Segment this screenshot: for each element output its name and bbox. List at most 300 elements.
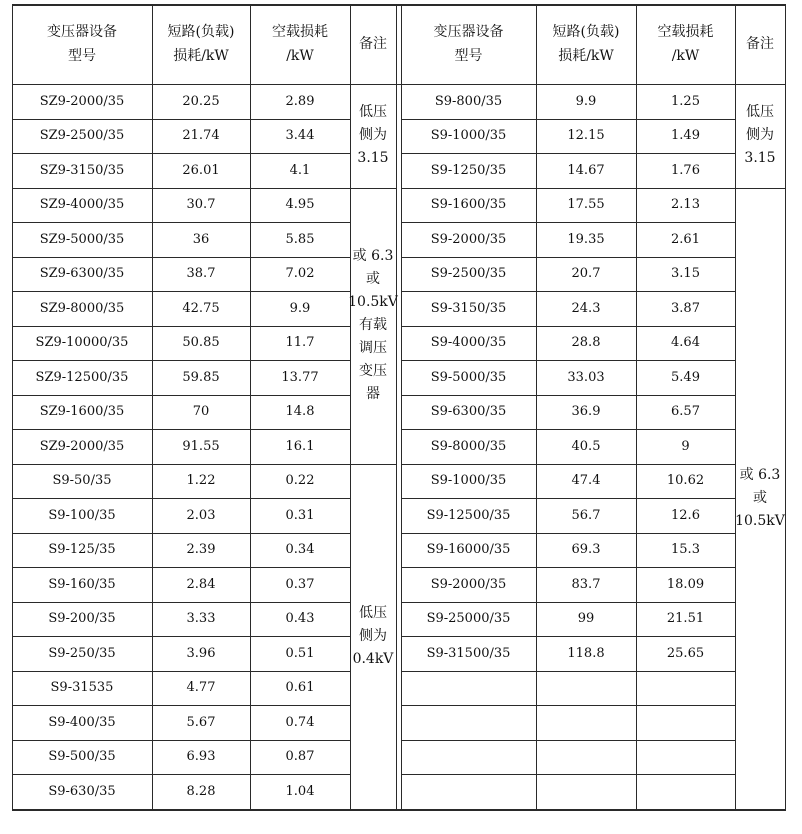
no-load-loss-cell (250, 774, 350, 809)
short-circuit-loss-value: 3.96 (186, 645, 216, 661)
short-circuit-loss-cell (152, 188, 250, 223)
model-cell (12, 222, 152, 257)
remark-line: 有载 (359, 317, 387, 333)
model-value: S9-25000/35 (426, 611, 511, 627)
model-cell (12, 360, 152, 395)
short-circuit-loss-value: 4.77 (186, 680, 216, 696)
model-cell (12, 498, 152, 533)
no-load-loss-cell (636, 774, 735, 809)
short-circuit-loss-value: 20.7 (571, 266, 601, 282)
header-line: 备注 (359, 36, 387, 52)
no-load-loss-value: 1.76 (671, 162, 700, 178)
no-load-loss-cell (250, 326, 350, 361)
short-circuit-loss-cell (536, 774, 636, 809)
model-value: SZ9-1600/35 (39, 404, 125, 420)
remark-line: 或 6.3 (352, 248, 394, 264)
header-line: 空载损耗 (272, 24, 328, 40)
no-load-loss-value: 0.31 (285, 507, 315, 523)
short-circuit-loss-value: 14.67 (567, 162, 605, 178)
short-circuit-loss-cell (536, 429, 636, 464)
model-value: S9-250/35 (48, 645, 116, 661)
no-load-loss-value: 4.95 (285, 197, 315, 213)
short-circuit-loss-value: 2.84 (186, 576, 216, 592)
header-line: /kW (286, 48, 314, 64)
no-load-loss-value: 7.02 (285, 266, 315, 282)
left-header-model (12, 4, 152, 84)
model-cell (401, 705, 536, 740)
short-circuit-loss-value: 30.7 (186, 197, 216, 213)
no-load-loss-value: 0.74 (285, 714, 315, 730)
short-circuit-loss-value: 24.3 (571, 300, 601, 316)
no-load-loss-cell (250, 602, 350, 637)
short-circuit-loss-cell (152, 740, 250, 775)
no-load-loss-cell (636, 360, 735, 395)
remark-line: 或 6.3 (739, 466, 781, 483)
header-label (553, 20, 620, 68)
short-circuit-loss-value: 70 (192, 404, 210, 420)
model-value: SZ9-2500/35 (39, 128, 125, 144)
short-circuit-loss-cell (152, 395, 250, 430)
short-circuit-loss-value: 56.7 (571, 507, 601, 523)
short-circuit-loss-cell (536, 222, 636, 257)
short-circuit-loss-cell (536, 188, 636, 223)
header-line: 备注 (746, 36, 774, 52)
remark-line: 低压 (745, 104, 774, 121)
model-value: S9-16000/35 (426, 542, 511, 558)
short-circuit-loss-cell (152, 153, 250, 188)
no-load-loss-value: 0.87 (285, 749, 315, 765)
no-load-loss-value: 9 (681, 438, 690, 454)
model-cell (12, 395, 152, 430)
no-load-loss-cell (636, 291, 735, 326)
model-cell (12, 257, 152, 292)
model-value: SZ9-5000/35 (39, 231, 125, 247)
remark-line: 10.5kV (348, 294, 398, 310)
short-circuit-loss-value: 47.4 (571, 473, 601, 489)
no-load-loss-value: 0.34 (285, 542, 315, 558)
short-circuit-loss-value: 6.93 (186, 749, 216, 765)
short-circuit-loss-value: 5.67 (186, 714, 216, 730)
no-load-loss-cell (250, 153, 350, 188)
model-cell (401, 257, 536, 292)
model-cell (401, 395, 536, 430)
model-cell (401, 360, 536, 395)
short-circuit-loss-cell (152, 84, 250, 119)
remark-cell (350, 84, 396, 188)
no-load-loss-cell (636, 740, 735, 775)
remark-line: 或 (752, 489, 767, 506)
remark-cell (735, 188, 785, 809)
model-cell (12, 705, 152, 740)
model-cell (401, 429, 536, 464)
model-value: S9-31535 (50, 680, 114, 696)
short-circuit-loss-value: 12.15 (567, 128, 605, 144)
no-load-loss-cell (250, 360, 350, 395)
short-circuit-loss-value: 91.55 (182, 438, 220, 454)
header-line: 短路(负载) (552, 24, 620, 40)
short-circuit-loss-cell (152, 533, 250, 568)
model-value: SZ9-6300/35 (39, 266, 125, 282)
no-load-loss-value: 5.49 (671, 369, 700, 385)
model-cell (12, 740, 152, 775)
model-value: SZ9-8000/35 (39, 300, 125, 316)
model-value: SZ9-2000/35 (39, 438, 125, 454)
short-circuit-loss-value: 38.7 (186, 266, 216, 282)
remark-line: 或 (366, 271, 380, 287)
short-circuit-loss-value: 69.3 (571, 542, 601, 558)
remark-text (348, 245, 398, 406)
no-load-loss-cell (250, 671, 350, 706)
model-cell (401, 636, 536, 671)
model-cell (12, 774, 152, 809)
no-load-loss-cell (636, 671, 735, 706)
model-cell (12, 84, 152, 119)
no-load-loss-value: 25.65 (666, 645, 705, 661)
no-load-loss-cell (636, 395, 735, 430)
header-line: 短路(负载) (167, 24, 235, 40)
model-cell (401, 774, 536, 809)
short-circuit-loss-value: 36.9 (571, 404, 601, 420)
model-cell (12, 567, 152, 602)
model-cell (12, 188, 152, 223)
model-value: S9-160/35 (48, 576, 116, 592)
short-circuit-loss-cell (536, 636, 636, 671)
no-load-loss-cell (636, 567, 735, 602)
right-header-no-load-loss (636, 4, 735, 84)
short-circuit-loss-value: 26.01 (182, 162, 220, 178)
header-line: 空载损耗 (657, 24, 714, 40)
model-cell (401, 533, 536, 568)
no-load-loss-cell (250, 567, 350, 602)
model-value: S9-31500/35 (426, 645, 511, 661)
short-circuit-loss-value: 20.25 (182, 93, 220, 109)
no-load-loss-cell (250, 257, 350, 292)
no-load-loss-value: 2.89 (285, 93, 315, 109)
header-line: 型号 (454, 48, 483, 64)
short-circuit-loss-cell (152, 222, 250, 257)
header-label (272, 20, 328, 68)
model-value: S9-6300/35 (430, 404, 507, 420)
model-value: S9-1600/35 (430, 197, 507, 213)
header-line: 变压器设备 (47, 24, 117, 40)
short-circuit-loss-cell (152, 671, 250, 706)
short-circuit-loss-cell (152, 119, 250, 154)
no-load-loss-value: 12.6 (671, 507, 700, 523)
model-cell (12, 119, 152, 154)
short-circuit-loss-value: 17.55 (567, 197, 605, 213)
no-load-loss-cell (636, 464, 735, 499)
model-cell (401, 498, 536, 533)
header-line: /kW (671, 48, 700, 64)
short-circuit-loss-cell (536, 395, 636, 430)
no-load-loss-value: 1.04 (285, 783, 315, 799)
model-cell (401, 291, 536, 326)
no-load-loss-cell (250, 291, 350, 326)
model-value: SZ9-12500/35 (35, 369, 129, 385)
no-load-loss-value: 0.61 (285, 680, 315, 696)
no-load-loss-value: 1.25 (671, 93, 700, 109)
no-load-loss-value: 0.51 (285, 645, 315, 661)
no-load-loss-cell (636, 119, 735, 154)
no-load-loss-value: 14.8 (285, 404, 315, 420)
short-circuit-loss-cell (536, 671, 636, 706)
right-header-remark (735, 4, 785, 84)
no-load-loss-cell (250, 429, 350, 464)
no-load-loss-cell (250, 740, 350, 775)
short-circuit-loss-value: 8.28 (186, 783, 216, 799)
model-cell (401, 188, 536, 223)
remark-line: 低压 (358, 604, 387, 621)
no-load-loss-cell (636, 498, 735, 533)
short-circuit-loss-value: 118.8 (567, 645, 605, 661)
no-load-loss-cell (636, 602, 735, 637)
right-header-model (401, 4, 536, 84)
right-header-short-circuit-loss (536, 4, 636, 84)
model-value: S9-12500/35 (426, 507, 511, 523)
remark-cell (350, 188, 396, 464)
short-circuit-loss-cell (536, 291, 636, 326)
model-value: SZ9-2000/35 (39, 93, 125, 109)
model-value: S9-1000/35 (430, 128, 507, 144)
no-load-loss-value: 6.57 (671, 404, 700, 420)
header-label (47, 20, 117, 68)
no-load-loss-value: 18.09 (666, 576, 705, 592)
no-load-loss-value: 15.3 (671, 542, 700, 558)
no-load-loss-cell (636, 84, 735, 119)
short-circuit-loss-value: 83.7 (571, 576, 601, 592)
short-circuit-loss-cell (152, 429, 250, 464)
no-load-loss-cell (250, 464, 350, 499)
no-load-loss-cell (250, 84, 350, 119)
short-circuit-loss-cell (152, 774, 250, 809)
no-load-loss-value: 10.62 (666, 473, 705, 489)
short-circuit-loss-value: 21.74 (182, 128, 220, 144)
model-cell (401, 153, 536, 188)
no-load-loss-cell (636, 533, 735, 568)
no-load-loss-cell (250, 119, 350, 154)
short-circuit-loss-cell (152, 291, 250, 326)
no-load-loss-cell (250, 395, 350, 430)
center-double-rule (396, 4, 397, 810)
short-circuit-loss-cell (536, 360, 636, 395)
model-value: S9-200/35 (48, 611, 116, 627)
header-label (434, 20, 504, 68)
model-cell (401, 222, 536, 257)
model-cell (12, 602, 152, 637)
model-value: S9-2500/35 (430, 266, 507, 282)
no-load-loss-value: 2.61 (671, 231, 700, 247)
short-circuit-loss-value: 2.03 (186, 507, 216, 523)
model-value: S9-3150/35 (430, 300, 507, 316)
model-value: S9-8000/35 (430, 438, 507, 454)
no-load-loss-cell (636, 257, 735, 292)
no-load-loss-value: 21.51 (666, 611, 705, 627)
remark-line: 3.15 (744, 150, 776, 167)
no-load-loss-cell (250, 533, 350, 568)
short-circuit-loss-cell (152, 257, 250, 292)
no-load-loss-cell (636, 188, 735, 223)
model-value: S9-4000/35 (430, 335, 507, 351)
no-load-loss-cell (636, 705, 735, 740)
header-label (746, 32, 774, 56)
header-line: 变压器设备 (433, 24, 504, 40)
remark-line: 变压 (359, 363, 387, 379)
no-load-loss-cell (250, 498, 350, 533)
model-value: S9-1000/35 (430, 473, 507, 489)
short-circuit-loss-cell (152, 636, 250, 671)
column-divider (785, 4, 786, 810)
header-label (168, 20, 235, 68)
model-cell (401, 326, 536, 361)
model-cell (401, 464, 536, 499)
short-circuit-loss-cell (536, 326, 636, 361)
no-load-loss-value: 9.9 (289, 300, 311, 316)
header-line: 型号 (68, 48, 96, 64)
no-load-loss-cell (636, 429, 735, 464)
no-load-loss-cell (250, 222, 350, 257)
model-value: S9-2000/35 (430, 576, 507, 592)
model-value: S9-125/35 (48, 542, 116, 558)
no-load-loss-value: 11.7 (285, 335, 315, 351)
short-circuit-loss-cell (152, 705, 250, 740)
short-circuit-loss-value: 36 (192, 231, 210, 247)
short-circuit-loss-cell (536, 464, 636, 499)
no-load-loss-value: 3.87 (671, 300, 700, 316)
header-label (658, 20, 714, 68)
no-load-loss-cell (636, 222, 735, 257)
remark-text (744, 101, 775, 170)
short-circuit-loss-cell (536, 567, 636, 602)
remark-line: 侧为 (358, 627, 387, 644)
short-circuit-loss-value: 99 (577, 611, 595, 627)
no-load-loss-cell (250, 705, 350, 740)
short-circuit-loss-cell (536, 257, 636, 292)
short-circuit-loss-value: 40.5 (571, 438, 601, 454)
model-cell (401, 740, 536, 775)
model-cell (12, 291, 152, 326)
model-cell (12, 429, 152, 464)
left-header-no-load-loss (250, 4, 350, 84)
remark-line: 0.4kV (352, 650, 394, 667)
remark-cell (735, 84, 785, 188)
short-circuit-loss-cell (536, 119, 636, 154)
model-value: S9-630/35 (48, 783, 116, 799)
no-load-loss-value: 0.37 (285, 576, 315, 592)
model-value: S9-100/35 (48, 507, 116, 523)
remark-line: 调压 (359, 340, 387, 356)
no-load-loss-value: 5.85 (285, 231, 315, 247)
model-cell (401, 671, 536, 706)
no-load-loss-value: 13.77 (281, 369, 319, 385)
short-circuit-loss-cell (152, 326, 250, 361)
model-value: S9-1250/35 (430, 162, 507, 178)
model-cell (12, 671, 152, 706)
remark-line: 器 (366, 386, 380, 402)
model-value: SZ9-4000/35 (39, 197, 125, 213)
no-load-loss-value: 4.64 (671, 335, 700, 351)
short-circuit-loss-cell (536, 153, 636, 188)
model-cell (401, 602, 536, 637)
model-cell (401, 119, 536, 154)
remark-cell (350, 464, 396, 809)
short-circuit-loss-cell (152, 360, 250, 395)
no-load-loss-cell (636, 153, 735, 188)
table-bottom-border (12, 809, 786, 811)
remark-line: 侧为 (745, 127, 774, 144)
model-cell (401, 567, 536, 602)
short-circuit-loss-cell (536, 533, 636, 568)
short-circuit-loss-value: 33.03 (567, 369, 605, 385)
no-load-loss-cell (636, 636, 735, 671)
header-line: 损耗/kW (558, 48, 614, 64)
remark-line: 3.15 (357, 150, 389, 167)
model-cell (401, 84, 536, 119)
short-circuit-loss-value: 28.8 (571, 335, 601, 351)
model-cell (12, 326, 152, 361)
model-value: SZ9-3150/35 (39, 162, 125, 178)
short-circuit-loss-cell (536, 84, 636, 119)
no-load-loss-value: 3.15 (671, 266, 700, 282)
short-circuit-loss-cell (536, 602, 636, 637)
short-circuit-loss-cell (152, 464, 250, 499)
model-cell (12, 533, 152, 568)
model-cell (12, 464, 152, 499)
model-value: S9-500/35 (48, 749, 116, 765)
no-load-loss-value: 16.1 (285, 438, 315, 454)
model-cell (12, 153, 152, 188)
short-circuit-loss-value: 1.22 (186, 473, 216, 489)
short-circuit-loss-value: 2.39 (186, 542, 216, 558)
no-load-loss-value: 0.22 (285, 473, 315, 489)
left-header-remark (350, 4, 396, 84)
remark-line: 侧为 (358, 127, 387, 144)
header-line: 损耗/kW (173, 48, 229, 64)
short-circuit-loss-cell (536, 740, 636, 775)
no-load-loss-value: 1.49 (671, 128, 700, 144)
short-circuit-loss-cell (536, 705, 636, 740)
model-value: S9-2000/35 (430, 231, 507, 247)
no-load-loss-cell (250, 636, 350, 671)
model-cell (12, 636, 152, 671)
no-load-loss-value: 4.1 (289, 162, 311, 178)
remark-text (735, 464, 785, 533)
model-value: S9-400/35 (48, 714, 116, 730)
short-circuit-loss-value: 50.85 (182, 335, 220, 351)
model-value: S9-800/35 (434, 93, 503, 109)
short-circuit-loss-value: 59.85 (182, 369, 220, 385)
no-load-loss-value: 3.44 (285, 128, 315, 144)
remark-text (357, 101, 388, 170)
model-value: SZ9-10000/35 (35, 335, 129, 351)
remark-line: 10.5kV (735, 512, 785, 529)
model-value: S9-5000/35 (430, 369, 507, 385)
remark-text (353, 602, 394, 671)
short-circuit-loss-cell (152, 602, 250, 637)
short-circuit-loss-cell (536, 498, 636, 533)
short-circuit-loss-value: 9.9 (575, 93, 597, 109)
model-value: S9-50/35 (52, 473, 112, 489)
left-header-short-circuit-loss (152, 4, 250, 84)
no-load-loss-cell (636, 326, 735, 361)
short-circuit-loss-cell (152, 567, 250, 602)
short-circuit-loss-cell (152, 498, 250, 533)
no-load-loss-value: 2.13 (671, 197, 700, 213)
remark-line: 低压 (358, 104, 387, 121)
header-label (359, 32, 387, 56)
no-load-loss-value: 0.43 (285, 611, 315, 627)
short-circuit-loss-value: 42.75 (182, 300, 220, 316)
short-circuit-loss-value: 19.35 (567, 231, 605, 247)
